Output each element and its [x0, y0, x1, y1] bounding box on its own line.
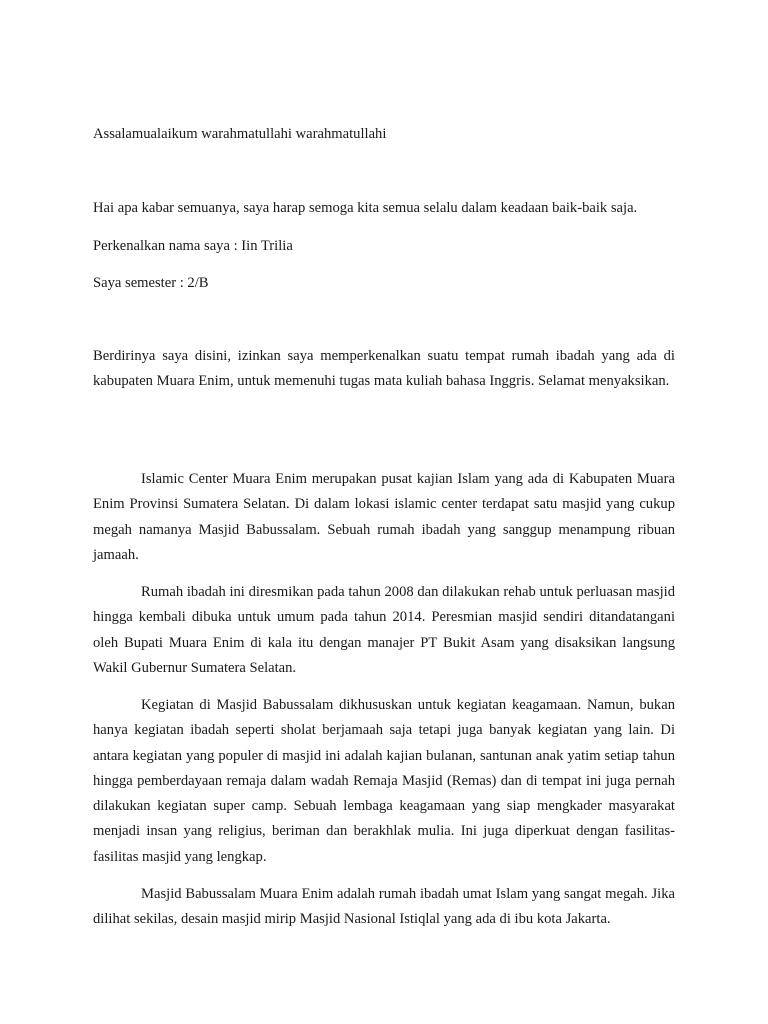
body-paragraph-2: Rumah ibadah ini diresmikan pada tahun 2008 dan dilakukan rehab untuk perluasan masjid hingga kembali dibuka untuk umum pada tahun 2014. Peresmian masjid sendiri ditandatangani oleh Bupati Muara Enim di kala itu dengan manajer PT Bukit Asam yang disaksikan langsung Wakil Gubernur Sumatera Selatan. [93, 584, 675, 676]
name-line: Perkenalkan nama saya : Iin Trilia [93, 238, 293, 254]
body-paragraph-4: Masjid Babussalam Muara Enim adalah rumah ibadah umat Islam yang sangat megah. Jika dilihat sekilas, desain masjid mirip Masjid Nasional Istiqlal yang ada di ibu kota Jakarta. [93, 886, 675, 928]
body-paragraph-3: Kegiatan di Masjid Babussalam dikhususkan untuk kegiatan keagamaan. Namun, bukan hanya kegiatan ibadah seperti sholat berjamaah saja tetapi juga banyak kegiatan yang lain. Di antara kegiatan yang populer di masjid ini adalah kajian bulanan, santunan anak yatim setiap tahun hingga pemberdayaan remaja dalam wadah Remaja Masjid (Remas) dan di tempat ini juga pernah dilakukan kegiatan super camp. Sebuah lembaga keagamaan yang siap mengkader masyarakat menjadi insan yang religius, beriman dan berakhlak mulia. Ini juga diperkuat dengan fasilitas-fasilitas masjid yang lengkap. [93, 697, 675, 865]
intro-line: Hai apa kabar semuanya, saya harap semoga kita semua selalu dalam keadaan baik-baik saja. [93, 200, 638, 216]
semester-line: Saya semester : 2/B [93, 275, 209, 291]
greeting-line: Assalamualaikum warahmatullahi warahmatullahi [93, 126, 387, 142]
body-paragraph-1: Islamic Center Muara Enim merupakan pusat kajian Islam yang ada di Kabupaten Muara Enim Provinsi Sumatera Selatan. Di dalam lokasi islamic center terdapat satu masjid yang cukup megah namanya Masjid Babussalam. Sebuah rumah ibadah yang sanggup menampung ribuan jamaah. [93, 471, 675, 563]
opening-paragraph: Berdirinya saya disini, izinkan saya memperkenalkan suatu tempat rumah ibadah yang ada di kabupaten Muara Enim, untuk memenuhi tugas mata kuliah bahasa Inggris. Selamat menyaksikan. [93, 348, 675, 390]
